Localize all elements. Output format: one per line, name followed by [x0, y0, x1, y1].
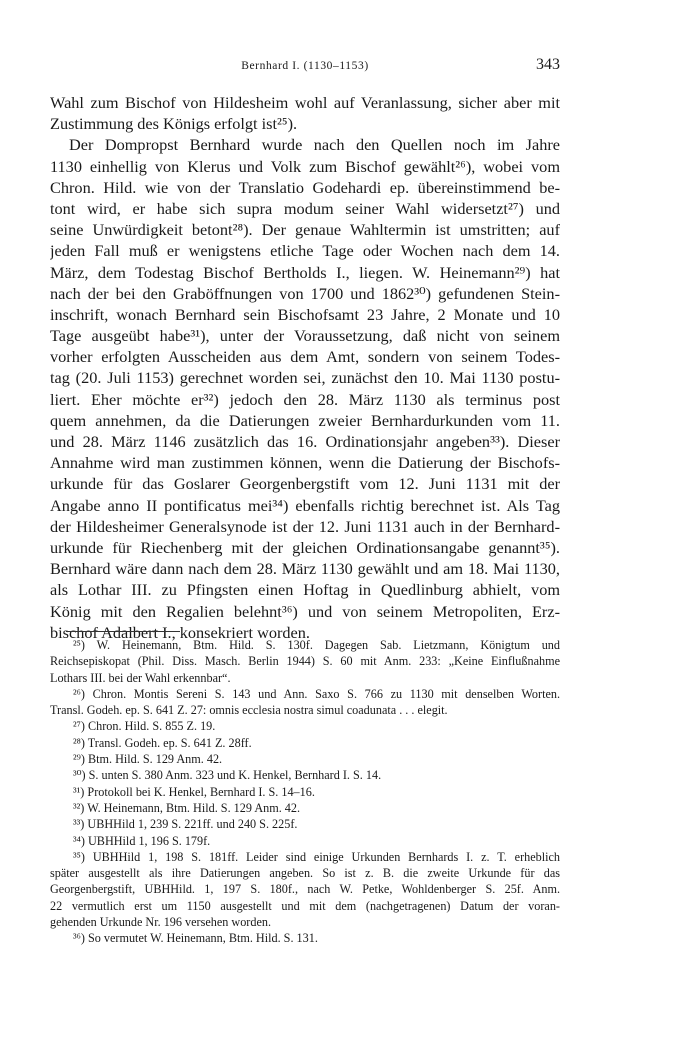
- body-line: seine Unwürdigkeit betont²⁸). Der genaue Wahltermin ist umstritten; auf: [50, 220, 560, 240]
- body-line: 1130 einhellig von Klerus und Volk zum Bischof gewählt²⁶), wobei vom: [50, 156, 560, 176]
- footnote-line: Georgenbergstift, UBHHild. 1, 197 S. 180f., nach W. Petke, Wohldenberger S. 25f. Anm.: [50, 882, 560, 897]
- body-line: März, dem Todestag Bischof Bertholds I., liegen. W. Heinemann²⁹) hat: [50, 262, 560, 282]
- footnote-line: 22 vermutlich erst um 1150 ausgestellt und mit dem (nachgetragenen) Datum der voran-: [50, 898, 560, 913]
- footnote-line: ³⁰) S. unten S. 380 Anm. 323 und K. Henkel, Bernhard I. S. 14.: [73, 768, 382, 783]
- body-line: der Hildesheimer Generalsynode ist der 12. Juni 1131 auch in der Bernhard-: [50, 516, 560, 536]
- footnotes: [50, 637, 560, 947]
- footnote-line: ³³) UBHHild 1, 239 S. 221ff. und 240 S. 225f.: [73, 817, 298, 832]
- footnote-line: ³⁴) UBHHild 1, 196 S. 179f.: [73, 833, 211, 848]
- body-line: tag (20. Juli 1153) gerechnet worden sei, zunächst den 10. Mai 1130 postu-: [50, 368, 560, 388]
- footnote-line: ²⁵) W. Heinemann, Btm. Hild. S. 130f. Dagegen Sab. Lietzmann, Königtum und: [73, 638, 560, 652]
- body-line: bischof Adalbert I., konsekriert worden.: [50, 622, 310, 642]
- body-line: vorher erfolgten Ausscheiden aus dem Amt, sondern von seinem Todes-: [50, 347, 560, 367]
- body-line: urkunde für Riechenberg mit der gleichen Ordinationsangabe genannt³⁵).: [50, 537, 560, 557]
- body-line: jeden Fall muß er wenigstens etliche Tage oder Wochen nach dem 14.: [50, 241, 560, 261]
- running-title: Bernhard I. (1130–1153): [241, 60, 369, 72]
- footnote-line: ³⁶) So vermutet W. Heinemann, Btm. Hild. S. 131.: [73, 931, 318, 946]
- body-line: urkunde für das Goslarer Georgenbergstift vom 12. Juni 1131 mit der: [50, 474, 560, 494]
- body-line: inschrift, wonach Bernhard sein Bischofsamt 23 Jahre, 2 Monate und 10: [50, 304, 560, 324]
- body-line: Annahme wird man zustimmen können, wenn die Datierung der Bischofs-: [50, 453, 560, 473]
- body-line: liert. Eher möchte er³²) jedoch den 28. März 1130 als terminus post: [50, 389, 560, 409]
- body-text: [50, 92, 560, 643]
- body-line: Angabe anno II pontificatus mei³⁴) ebenfalls richtig berechnet ist. Als Tag: [50, 495, 560, 515]
- footnote-line: Reichsepiskopat (Phil. Diss. Masch. Berlin 1944) S. 60 mit Anm. 233: „Keine Einflußnahme: [50, 654, 560, 669]
- footnote-line: ²⁹) Btm. Hild. S. 129 Anm. 42.: [73, 752, 223, 767]
- body-line: Bernhard wäre dann nach dem 28. März 1130 gewählt und am 18. Mai 1130,: [50, 559, 560, 579]
- footnote-line: Lothars III. bei der Wahl erkennbar“.: [50, 670, 231, 685]
- body-line: quem annehmen, da die Datierungen zweier Bernhardurkunden vom 11.: [50, 410, 560, 430]
- footnote-line: ²⁶) Chron. Montis Sereni S. 143 und Ann. Saxo S. 766 zu 1130 mit denselben Worten.: [73, 686, 560, 701]
- page-header: [50, 56, 560, 76]
- body-line: tont wird, er habe sich supra modum seiner Wahl widersetzt²⁷) und: [50, 198, 560, 218]
- footnote-line: ³⁵) UBHHild 1, 198 S. 181ff. Leider sind einige Urkunden Bernhards I. z. T. erheblich: [73, 849, 560, 864]
- body-line: König mit den Regalien belehnt³⁶) und von seinem Metropoliten, Erz-: [50, 601, 560, 621]
- body-line: Chron. Hild. wie von der Translatio Godehardi ep. übereinstimmend be-: [50, 177, 560, 197]
- footnote-line: ²⁷) Chron. Hild. S. 855 Z. 19.: [73, 719, 216, 734]
- footnote-line: ³²) W. Heinemann, Btm. Hild. S. 129 Anm. 42.: [73, 800, 301, 815]
- body-line: Zustimmung des Königs erfolgt ist²⁵).: [50, 114, 298, 134]
- body-line: Tage ausgeübt habe³¹), unter der Voraussetzung, daß nicht von seinem: [50, 326, 560, 346]
- body-line: Wahl zum Bischof von Hildesheim wohl auf Veranlassung, sicher aber mit: [50, 93, 560, 112]
- body-line: Der Dompropst Bernhard wurde nach den Quellen noch im Jahre: [69, 135, 560, 155]
- footnote-line: ³¹) Protokoll bei K. Henkel, Bernhard I. S. 14–16.: [73, 784, 315, 799]
- body-line: als Lothar III. zu Pfingsten einen Hoftag in Quedlinburg abhielt, vom: [50, 580, 560, 600]
- footnote-separator: [66, 631, 180, 632]
- body-line: und 28. März 1146 zusätzlich das 16. Ordinationsjahr angeben³³). Dieser: [50, 432, 560, 451]
- page-number: 343: [536, 56, 560, 73]
- body-line: nach der bei den Graböffnungen von 1700 und 1862³⁰) gefundenen Stein-: [50, 283, 560, 303]
- footnote-line: Transl. Godeh. ep. S. 641 Z. 27: omnis ecclesia nostra simul coadunata . . . elegit.: [50, 703, 448, 718]
- footnote-line: ²⁸) Transl. Godeh. ep. S. 641 Z. 28ff.: [73, 735, 252, 750]
- footnote-line: später ausgestellt als ihre Datierungen angeben. So ist z. B. die zweite Urkunde für das: [50, 866, 560, 881]
- footnote-line: gehenden Urkunde Nr. 196 versehen worden.: [50, 915, 271, 930]
